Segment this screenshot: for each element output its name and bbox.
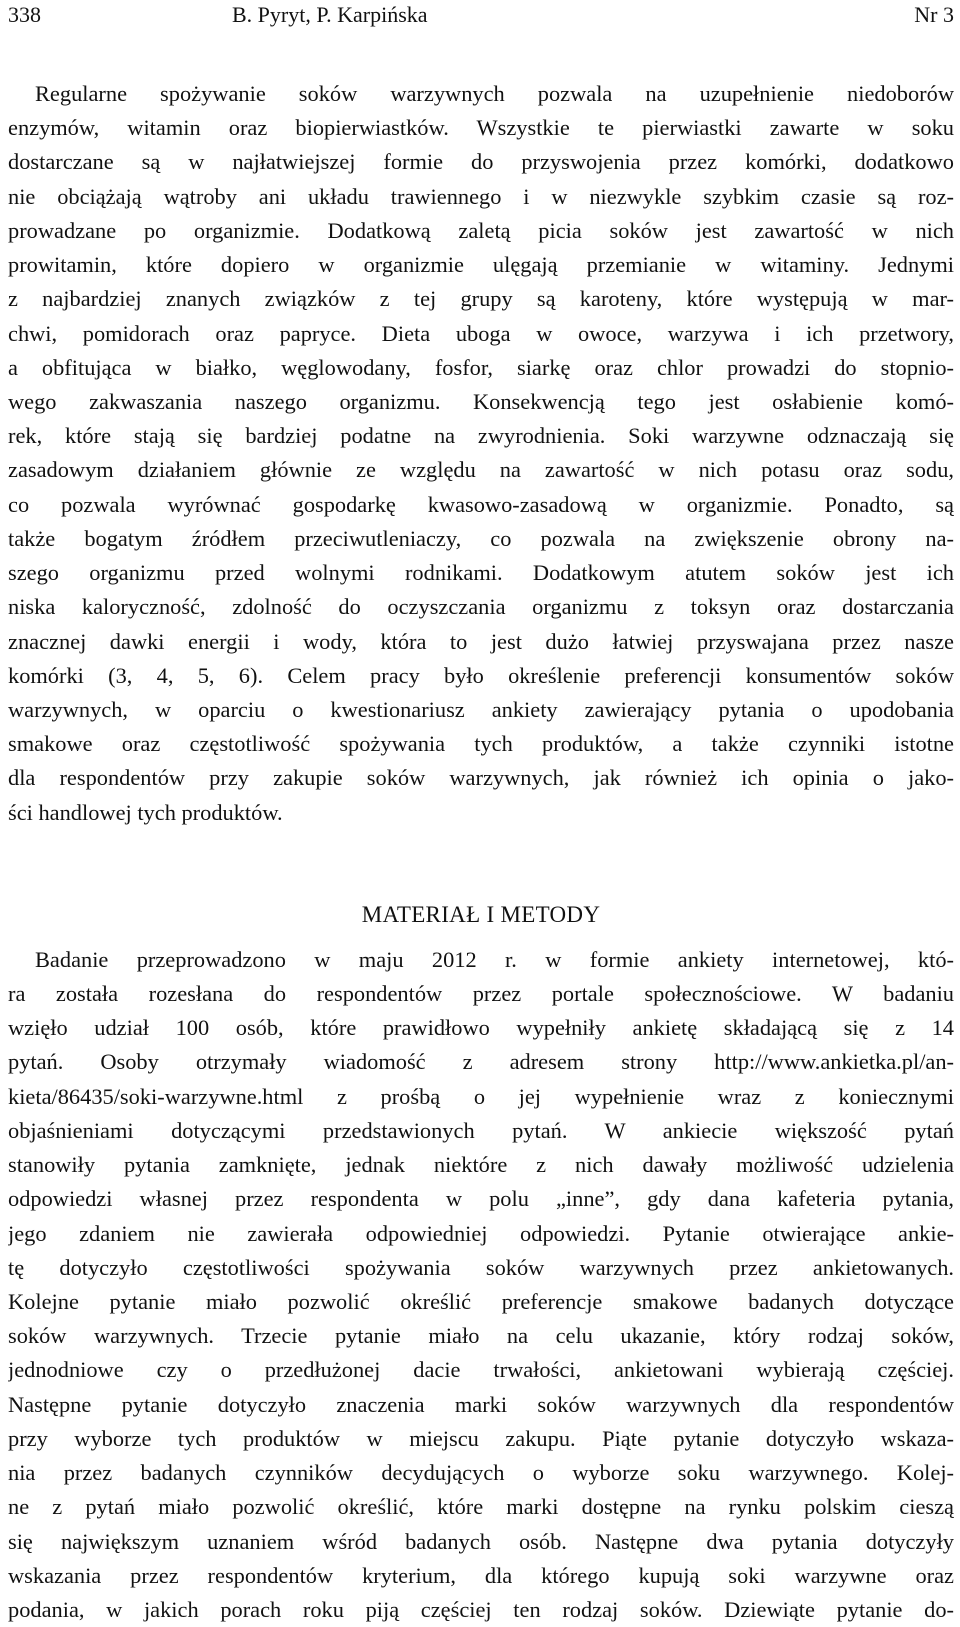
text-line: nia przez badanych czynników decydujących o wyborze soku warzywnego. Kolej- (8, 1460, 954, 1486)
text-line: Regularne spożywanie soków warzywnych pozwala na uzupełnienie niedoborów (35, 81, 954, 106)
text-line: ne z pytań miało pozwolić określić, które marki dostępne na rynku polskim cieszą (8, 1494, 954, 1520)
text-line: z najbardziej znanych związków z tej grupy są karoteny, które występują w mar- (8, 286, 954, 312)
text-line: także bogatym źródłem przeciwutleniaczy, co pozwala na zwiększenie obrony na- (8, 525, 954, 551)
text-line: ra została rozesłana do respondentów przez portale społecznościowe. W badaniu (8, 981, 954, 1007)
text-line: tę dotyczyło częstotliwości spożywania soków warzywnych przez ankietowanych. (8, 1254, 954, 1280)
text-line: co pozwala wyrównać gospodarkę kwasowo-zasadową w organizmie. Ponadto, są (8, 491, 954, 517)
text-line: pytań. Osoby otrzymały wiadomość z adresem strony http://www.ankietka.pl/an- (8, 1049, 954, 1075)
journal-page (8, 0, 954, 1627)
text-line: odpowiedzi własnej przez respondenta w polu „inne”, gdy dana kafeteria pytania, (8, 1186, 954, 1212)
text-line: komórki (3, 4, 5, 6). Celem pracy było określenie preferencji konsumentów soków (8, 662, 954, 688)
section-heading: MATERIAŁ I METODY (361, 901, 601, 927)
text-line: znacznej dawki energii i wody, która to jest dużo łatwiej przyswajana przez nasze (8, 628, 954, 654)
text-line: jego zdaniem nie zawierała odpowiedniej odpowiedzi. Pytanie otwierające ankie- (8, 1220, 954, 1246)
text-line: Badanie przeprowadzono w maju 2012 r. w formie ankiety internetowej, któ- (35, 946, 954, 972)
text-line: a obfitująca w białko, węglowodany, fosfor, siarkę oraz chlor prowadzi do stopnio- (8, 354, 954, 380)
issue-number: Nr 3 (914, 2, 954, 27)
text-line: Kolejne pytanie miało pozwolić określić preferencje smakowe badanych dotyczące (8, 1289, 954, 1314)
text-line: podania, w jakich porach roku piją częściej ten rodzaj soków. Dziewiąte pytanie do- (8, 1596, 954, 1622)
methods-paragraph (8, 943, 954, 1627)
text-line: prowitamin, które dopiero w organizmie ulęgają przemianie w witaminy. Jednymi (8, 252, 954, 278)
text-line: dostarczane są w najłatwiejszej formie do przyswojenia przez komórki, dodatkowo (8, 149, 954, 175)
running-head-authors: B. Pyryt, P. Karpińska (232, 2, 428, 27)
text-line: wego zakwaszania naszego organizmu. Konsekwencją tego jest osłabienie komó- (8, 388, 954, 414)
text-line: warzywnych, w oparciu o kwestionariusz ankiety zawierający pytania o upodobania (8, 696, 954, 722)
text-line: dla respondentów przy zakupie soków warzywnych, jak również ich opinia o jako- (8, 765, 954, 791)
text-line: objaśnieniami dotyczącymi przedstawionych pytań. W ankiecie większość pytań (8, 1117, 954, 1143)
intro-paragraph (8, 77, 954, 830)
text-line: chwi, pomidorach oraz papryce. Dieta uboga w owoce, warzywa i ich przetwory, (8, 320, 954, 346)
text-line: enzymów, witamin oraz biopierwiastków. Wszystkie te pierwiastki zawarte w soku (8, 115, 954, 141)
text-line: smakowe oraz częstotliwość spożywania tych produktów, a także czynniki istotne (8, 731, 954, 757)
text-line: prowadzane po organizmie. Dodatkową zaletą picia soków jest zawartość w nich (8, 217, 954, 243)
text-line: rek, które stają się bardziej podatne na zwyrodnienia. Soki warzywne odznaczają się (8, 423, 954, 449)
text-line: niska kaloryczność, zdolność do oczyszczania organizmu z toksyn oraz dostarczania (8, 594, 954, 620)
text-line: Następne pytanie dotyczyło znaczenia marki soków warzywnych dla respondentów (8, 1391, 954, 1417)
text-line: soków warzywnych. Trzecie pytanie miało na celu ukazanie, który rodzaj soków, (8, 1323, 954, 1349)
text-line: wzięło udział 100 osób, które prawidłowo wypełniły ankietę składającą się z 14 (8, 1015, 954, 1041)
page-number: 338 (8, 2, 41, 27)
running-header (8, 0, 954, 36)
text-line: szego organizmu przed wolnymi rodnikami. Dodatkowym atutem soków jest ich (8, 560, 954, 586)
text-line: kieta/86435/soki-warzywne.html z prośbą o jej wypełnienie wraz z koniecznymi (8, 1083, 954, 1109)
text-line: ści handlowej tych produktów. (8, 799, 283, 825)
text-line: jednodniowe czy o przedłużonej dacie trwałości, ankietowani wybierają częściej. (8, 1357, 954, 1383)
text-line: przy wyborze tych produktów w miejscu zakupu. Piąte pytanie dotyczyło wskaza- (8, 1425, 954, 1451)
text-line: się największym uznaniem wśród badanych osób. Następne dwa pytania dotyczyły (8, 1528, 954, 1554)
text-line: zasadowym działaniem głównie ze względu na zawartość w nich potasu oraz sodu, (8, 457, 954, 483)
text-line: nie obciążają wątroby ani układu trawiennego i w niezwykle szybkim czasie są roz- (8, 183, 954, 209)
text-line: stanowiły pytania zamknięte, jednak niektóre z nich dawały możliwość udzielenia (8, 1152, 954, 1178)
text-line: wskazania przez respondentów kryterium, dla którego kupują soki warzywne oraz (8, 1562, 954, 1588)
